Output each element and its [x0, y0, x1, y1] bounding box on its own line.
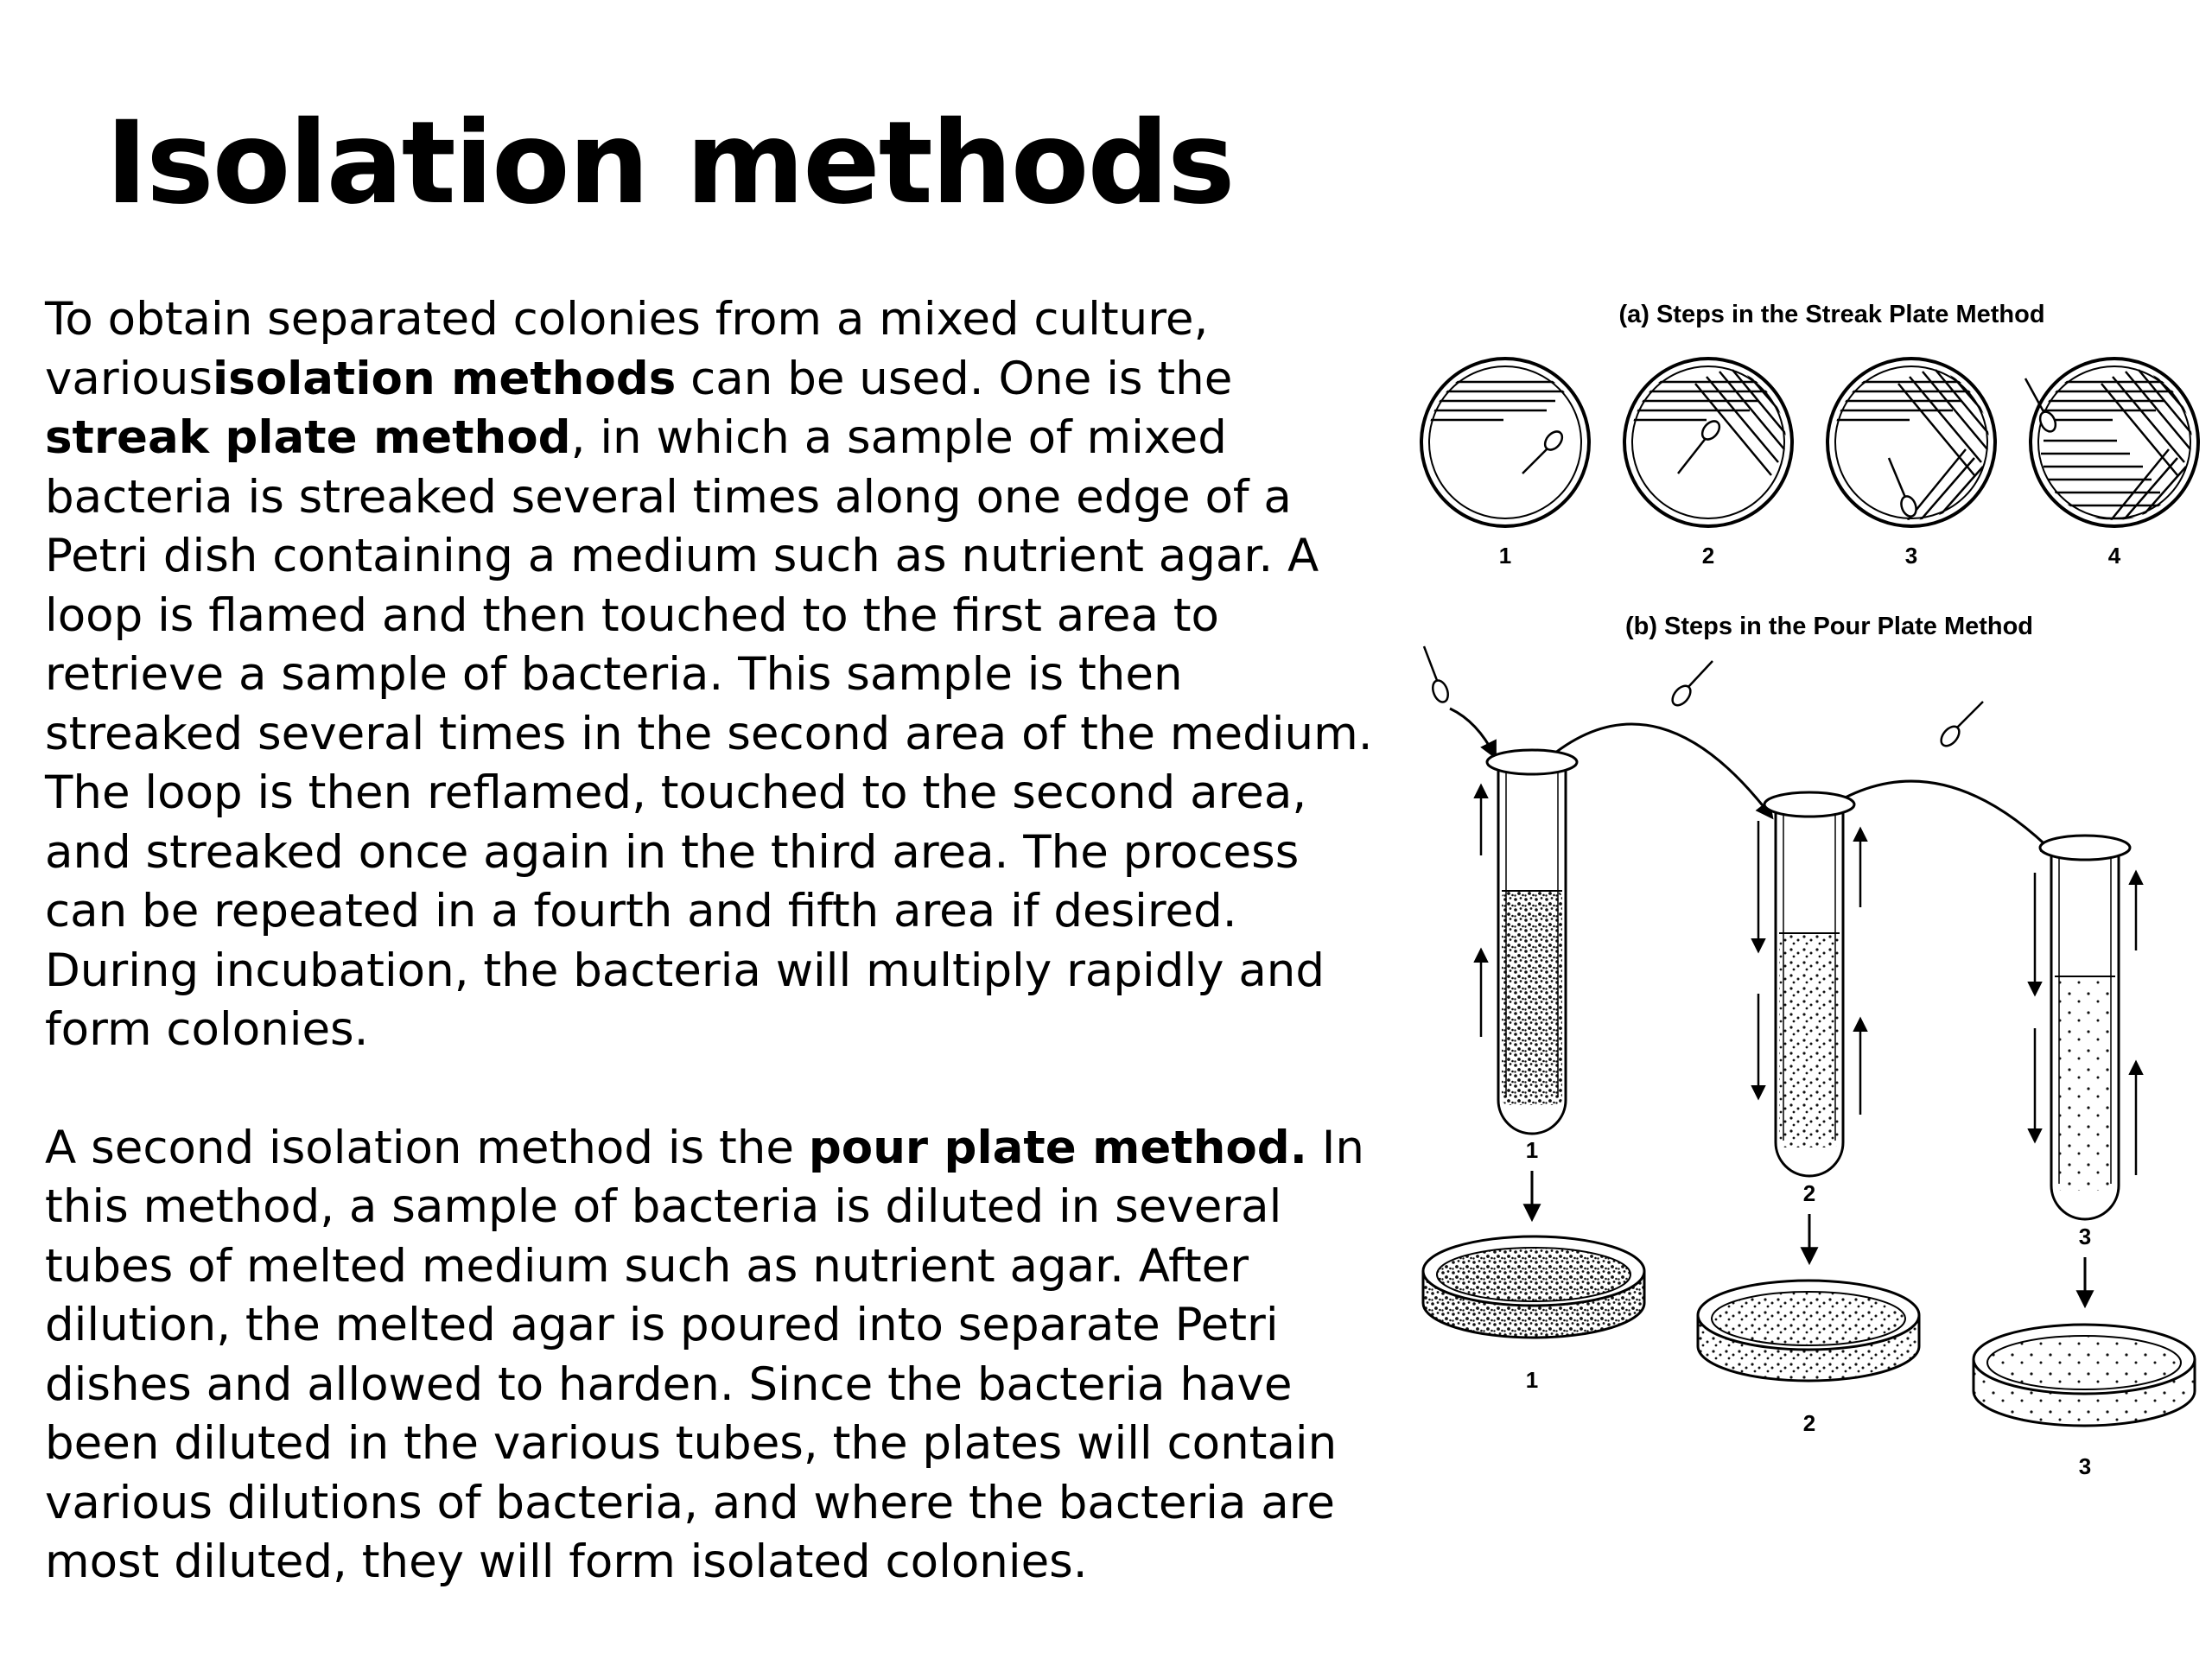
inoculating-loops	[1424, 646, 1983, 749]
svg-text:3: 3	[2078, 1453, 2092, 1479]
pour-caption: (b) Steps in the Pour Plate Method	[1624, 613, 2034, 640]
transfer-arrows	[1450, 709, 2056, 855]
streak-step-3	[1827, 359, 1995, 569]
svg-text:2: 2	[1802, 1180, 1816, 1206]
petri-dish-2	[1698, 1281, 1919, 1436]
figure-illustration	[1400, 285, 2212, 1503]
svg-text:1: 1	[1525, 1137, 1539, 1163]
tube-2	[1764, 792, 1854, 1206]
svg-text:2: 2	[1802, 1410, 1816, 1436]
petri-dish-3	[1974, 1325, 2195, 1479]
svg-text:4: 4	[2107, 543, 2121, 569]
paragraph-pour-plate: A second isolation method is the pour plate method. In this method, a sample of bacteria is diluted in several tubes of melted medium such as nutrient agar. After dilution, the melted agar is poured into separate Petri dishes and allowed to harden. Since the bacteria have been diluted in the various tubes, the plates will contain various dilutions of bacteria, and where the bacteria are most diluted, they will form isolated colonies.	[45, 1121, 1364, 1588]
slide-body	[45, 290, 1393, 1592]
term-streak-plate-method: streak plate method	[45, 411, 571, 464]
streak-step-2	[1624, 359, 1792, 569]
svg-text:1: 1	[1498, 543, 1512, 569]
svg-text:1: 1	[1525, 1367, 1539, 1393]
streak-caption: (a) Steps in the Streak Plate Method	[1618, 301, 2045, 328]
svg-text:3: 3	[1904, 543, 1918, 569]
term-pour-plate-method: pour plate method.	[808, 1121, 1307, 1174]
svg-text:3: 3	[2078, 1224, 2092, 1249]
isolation-methods-figure	[1400, 285, 2212, 1503]
petri-dish-1	[1423, 1236, 1644, 1393]
slide-title: Isolation methods	[105, 97, 1234, 230]
streak-step-1	[1421, 359, 1589, 569]
tube-3	[2040, 836, 2130, 1249]
svg-text:2: 2	[1701, 543, 1715, 569]
paragraph-streak-plate: To obtain separated colonies from a mixed culture, variousisolation methods can be used. One is the streak plate method, in which a sample of mixed bacteria is streaked several times along one edge of a Petri dish containing a medium such as nutrient agar. A loop is flamed and then touched to the first area to retrieve a sample of bacteria. This sample is then streaked several times in the second area of the medium. The loop is then reflamed, touched to the second area, and streaked once again in the third area. The process can be repeated in a fourth and fifth area if desired. During incubation, the bacteria will multiply rapidly and form colonies.	[45, 293, 1373, 1056]
streak-step-4	[2025, 359, 2198, 569]
term-isolation-methods: isolation methods	[213, 352, 677, 405]
tube-1	[1487, 750, 1577, 1163]
